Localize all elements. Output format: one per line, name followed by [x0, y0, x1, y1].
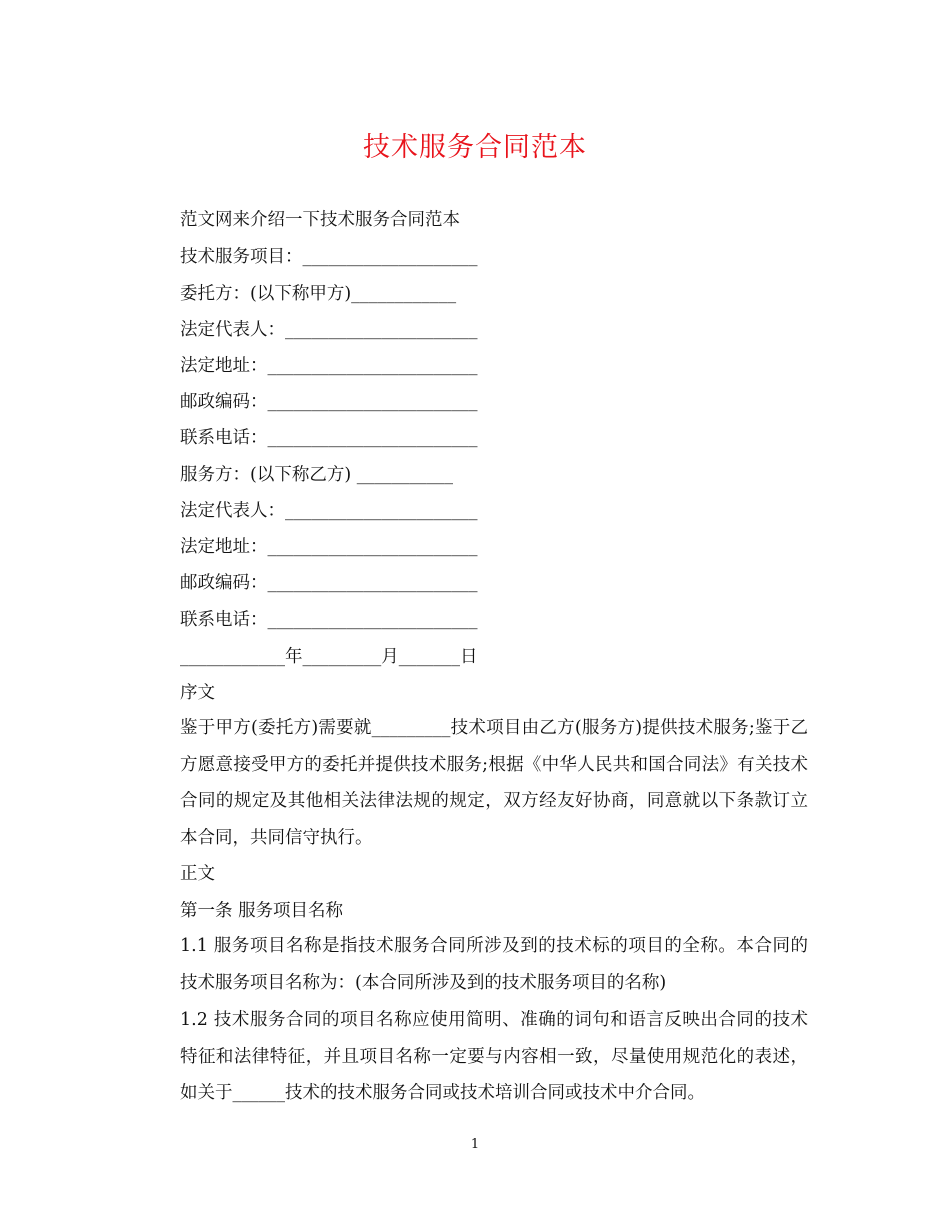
- page-number: 1: [470, 1137, 480, 1152]
- form-line-client-address: 法定地址：________________________: [180, 356, 478, 376]
- form-line-provider: 服务方：(以下称乙方) ___________: [180, 465, 453, 485]
- clause-1-1-text: 1.1 服务项目名称是指技术服务合同所涉及到的技术标的项目的全称。本合同的技术服务项目名称为：(本合同所涉及到的技术服务项目的名称): [180, 936, 808, 993]
- form-line-provider-legal-rep: 法定代表人：______________________: [180, 501, 478, 521]
- intro-line: 范文网来介绍一下技术服务合同范本: [180, 210, 460, 230]
- clause-1-2: [144, 1002, 808, 1112]
- form-line-client-phone: 联系电话：________________________: [180, 428, 478, 448]
- document-title: 技术服务合同范本: [363, 132, 587, 163]
- form-line-client-legal-rep: 法定代表人：______________________: [180, 320, 478, 340]
- preface-paragraph-text: 鉴于甲方(委托方)需要就_________技术项目由乙方(服务方)提供技术服务;鉴于乙方愿意接受甲方的委托并提供技术服务;根据《中华人民共和国合同法》有关技术合同的规定及其他相关法律法规的规定，双方经友好协商，同意就以下条款订立本合同，共同信守执行。: [180, 718, 808, 848]
- preface-heading: 序文: [180, 683, 215, 703]
- form-line-client: 委托方：(以下称甲方)____________: [180, 284, 457, 304]
- form-line-service-project: 技术服务项目：____________________: [180, 247, 478, 267]
- article-1-heading: 第一条 服务项目名称: [180, 901, 344, 921]
- clause-1-2-text: 1.2 技术服务合同的项目名称应使用简明、准确的词句和语言反映出合同的技术特征和法律特征，并且项目名称一定要与内容相一致，尽量使用规范化的表述，如关于______技术的技术服务合同或技术培训合同或技术中介合同。: [180, 1010, 808, 1103]
- form-line-date: ____________年_________月_______日: [180, 647, 478, 667]
- form-line-provider-address: 法定地址：________________________: [180, 537, 478, 557]
- clause-1-1: [144, 928, 808, 1001]
- form-line-provider-postcode: 邮政编码：________________________: [180, 573, 478, 593]
- body-heading: 正文: [180, 864, 215, 884]
- preface-paragraph: [144, 710, 808, 856]
- form-line-provider-phone: 联系电话：________________________: [180, 610, 478, 630]
- form-line-client-postcode: 邮政编码：________________________: [180, 392, 478, 412]
